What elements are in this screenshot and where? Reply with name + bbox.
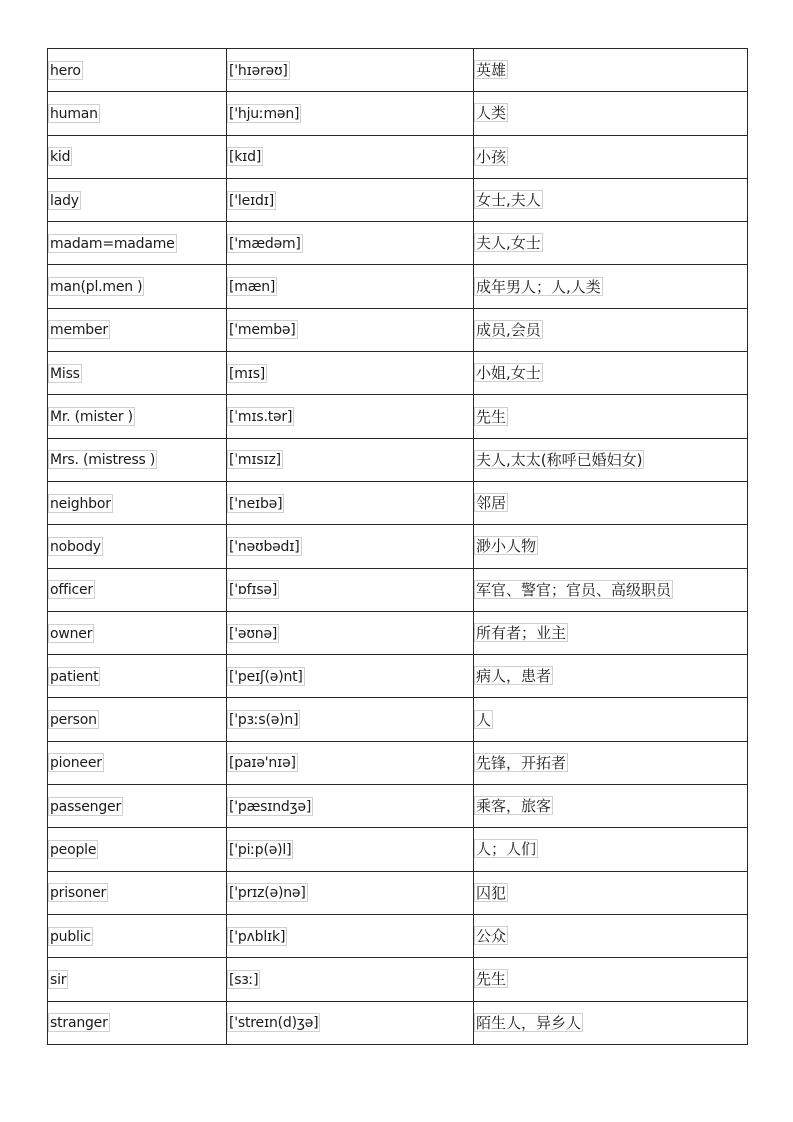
word-text: people: [50, 841, 97, 858]
meaning-cell: [474, 611, 748, 654]
phonetic-cell: [227, 92, 474, 135]
table-row: [48, 222, 748, 265]
vocabulary-table: [47, 48, 748, 1045]
word-text: hero: [50, 62, 81, 79]
word-cell: [48, 1001, 227, 1044]
meaning-cell: [474, 308, 748, 351]
table-row: [48, 92, 748, 135]
phonetic-cell: [227, 308, 474, 351]
table-row: [48, 178, 748, 221]
word-cell: [48, 265, 227, 308]
table-row: [48, 481, 748, 524]
phonetic-text: ['hɪərəʊ]: [229, 62, 288, 79]
table-row: [48, 308, 748, 351]
meaning-text: 所有者；业主: [476, 624, 567, 642]
meaning-text: 公众: [476, 927, 507, 946]
phonetic-cell: [227, 1001, 474, 1044]
phonetic-text: ['əʊnə]: [229, 625, 278, 642]
phonetic-cell: [227, 828, 474, 871]
table-row: [48, 958, 748, 1001]
phonetic-text: [ˈmɪs.tər]: [229, 409, 293, 426]
meaning-text: 人；人们: [476, 840, 537, 859]
word-cell: [48, 871, 227, 914]
word-cell: [48, 92, 227, 135]
meaning-text: 病人，患者: [476, 667, 552, 686]
word-cell: [48, 828, 227, 871]
table-row: [48, 438, 748, 481]
meaning-cell: [474, 352, 748, 395]
phonetic-cell: [227, 222, 474, 265]
word-cell: [48, 611, 227, 654]
word-text: owner: [50, 625, 93, 642]
word-cell: [48, 49, 227, 92]
phonetic-text: [mæn]: [229, 279, 276, 296]
phonetic-cell: [227, 178, 474, 221]
phonetic-text: ['pɜːs(ə)n]: [229, 712, 299, 729]
word-text: person: [50, 712, 97, 729]
meaning-text: 夫人,女士: [476, 234, 541, 253]
meaning-cell: [474, 741, 748, 784]
meaning-text: 渺小人物: [476, 537, 537, 556]
phonetic-cell: [227, 871, 474, 914]
phonetic-text: [sɜː]: [229, 971, 259, 988]
table-row: [48, 265, 748, 308]
word-cell: [48, 222, 227, 265]
phonetic-text: [ˈmɪsɪz]: [229, 452, 281, 469]
meaning-text: 乘客，旅客: [476, 797, 552, 816]
word-text: prisoner: [50, 885, 107, 902]
meaning-cell: [474, 525, 748, 568]
phonetic-text: [paɪə'nɪə]: [229, 755, 296, 772]
table-row: [48, 525, 748, 568]
meaning-text: 女士,夫人: [476, 191, 541, 210]
phonetic-cell: [227, 352, 474, 395]
meaning-text: 军官、警官；官员、高级职员: [476, 580, 672, 599]
word-text: neighbor: [50, 495, 111, 512]
meaning-text: 囚犯: [476, 883, 507, 902]
phonetic-text: ['nəʊbədɪ]: [229, 538, 300, 555]
phonetic-cell: [227, 49, 474, 92]
meaning-cell: [474, 914, 748, 957]
meaning-text: 小孩: [476, 147, 507, 166]
word-cell: [48, 914, 227, 957]
word-text: passenger: [50, 798, 121, 815]
meaning-cell: [474, 438, 748, 481]
meaning-text: 邻居: [476, 494, 507, 513]
word-text: Mrs. (mistress ): [50, 452, 156, 469]
table-row: [48, 352, 748, 395]
meaning-cell: [474, 785, 748, 828]
word-cell: [48, 308, 227, 351]
meaning-text: 夫人,太太(称呼已婚妇女): [476, 450, 643, 469]
meaning-text: 先生: [476, 407, 507, 426]
phonetic-text: ['pʌblɪk]: [229, 928, 286, 945]
meaning-text: 英雄: [476, 61, 507, 80]
table-row: [48, 135, 748, 178]
meaning-cell: [474, 222, 748, 265]
phonetic-text: ['ɒfɪsə]: [229, 582, 278, 599]
phonetic-text: ['piːp(ə)l]: [229, 841, 292, 858]
vocabulary-table-body: [48, 49, 748, 1045]
meaning-cell: [474, 958, 748, 1001]
meaning-cell: [474, 481, 748, 524]
word-text: nobody: [50, 538, 101, 555]
phonetic-cell: [227, 741, 474, 784]
meaning-cell: [474, 1001, 748, 1044]
word-text: stranger: [50, 1015, 108, 1032]
word-text: madam=madame: [50, 235, 175, 252]
word-cell: [48, 958, 227, 1001]
word-text: Miss: [50, 365, 80, 382]
meaning-text: 成年男人；人,人类: [476, 277, 601, 296]
phonetic-cell: [227, 395, 474, 438]
word-cell: [48, 135, 227, 178]
meaning-text: 先锋，开拓者: [476, 753, 567, 772]
phonetic-text: [mɪs]: [229, 365, 266, 382]
table-row: [48, 611, 748, 654]
meaning-cell: [474, 92, 748, 135]
phonetic-text: ['peɪʃ(ə)nt]: [229, 668, 303, 685]
meaning-text: 人类: [476, 104, 507, 123]
phonetic-cell: [227, 655, 474, 698]
phonetic-text: ['prɪz(ə)nə]: [229, 885, 306, 902]
phonetic-cell: [227, 958, 474, 1001]
meaning-cell: [474, 871, 748, 914]
meaning-cell: [474, 568, 748, 611]
word-text: pioneer: [50, 755, 102, 772]
table-row: [48, 741, 748, 784]
table-row: [48, 1001, 748, 1044]
word-text: kid: [50, 149, 71, 166]
phonetic-text: ['neɪbə]: [229, 495, 283, 512]
word-text: patient: [50, 668, 99, 685]
meaning-cell: [474, 698, 748, 741]
word-cell: [48, 568, 227, 611]
phonetic-text: ['leɪdɪ]: [229, 192, 274, 209]
meaning-cell: [474, 135, 748, 178]
table-row: [48, 568, 748, 611]
phonetic-text: [kɪd]: [229, 149, 262, 166]
meaning-cell: [474, 178, 748, 221]
meaning-cell: [474, 655, 748, 698]
table-row: [48, 698, 748, 741]
table-row: [48, 395, 748, 438]
table-row: [48, 871, 748, 914]
word-text: sir: [50, 971, 67, 988]
word-text: officer: [50, 582, 93, 599]
word-text: man(pl.men ): [50, 279, 143, 296]
word-cell: [48, 352, 227, 395]
phonetic-cell: [227, 698, 474, 741]
meaning-text: 小姐,女士: [476, 364, 541, 383]
table-row: [48, 785, 748, 828]
phonetic-text: ['hjuːmən]: [229, 105, 300, 122]
phonetic-text: ['mædəm]: [229, 235, 301, 252]
table-row: [48, 828, 748, 871]
phonetic-cell: [227, 438, 474, 481]
word-cell: [48, 785, 227, 828]
phonetic-cell: [227, 785, 474, 828]
word-cell: [48, 178, 227, 221]
meaning-text: 陌生人，异乡人: [476, 1013, 582, 1032]
table-row: [48, 914, 748, 957]
phonetic-text: ['membə]: [229, 322, 296, 339]
meaning-cell: [474, 828, 748, 871]
phonetic-cell: [227, 481, 474, 524]
word-text: lady: [50, 192, 79, 209]
phonetic-cell: [227, 914, 474, 957]
phonetic-text: ['pæsɪndʒə]: [229, 798, 312, 815]
word-cell: [48, 438, 227, 481]
word-text: Mr. (mister ): [50, 409, 133, 426]
meaning-text: 成员,会员: [476, 320, 541, 339]
phonetic-cell: [227, 525, 474, 568]
meaning-text: 人: [476, 710, 492, 729]
phonetic-cell: [227, 611, 474, 654]
phonetic-cell: [227, 265, 474, 308]
word-cell: [48, 395, 227, 438]
meaning-cell: [474, 49, 748, 92]
word-text: human: [50, 105, 98, 122]
meaning-text: 先生: [476, 970, 507, 989]
meaning-cell: [474, 265, 748, 308]
phonetic-text: ['streɪn(d)ʒə]: [229, 1015, 319, 1032]
word-cell: [48, 525, 227, 568]
phonetic-cell: [227, 568, 474, 611]
word-cell: [48, 698, 227, 741]
table-row: [48, 655, 748, 698]
phonetic-cell: [227, 135, 474, 178]
word-text: member: [50, 322, 108, 339]
word-cell: [48, 741, 227, 784]
word-cell: [48, 655, 227, 698]
meaning-cell: [474, 395, 748, 438]
table-row: [48, 49, 748, 92]
word-cell: [48, 481, 227, 524]
word-text: public: [50, 928, 91, 945]
